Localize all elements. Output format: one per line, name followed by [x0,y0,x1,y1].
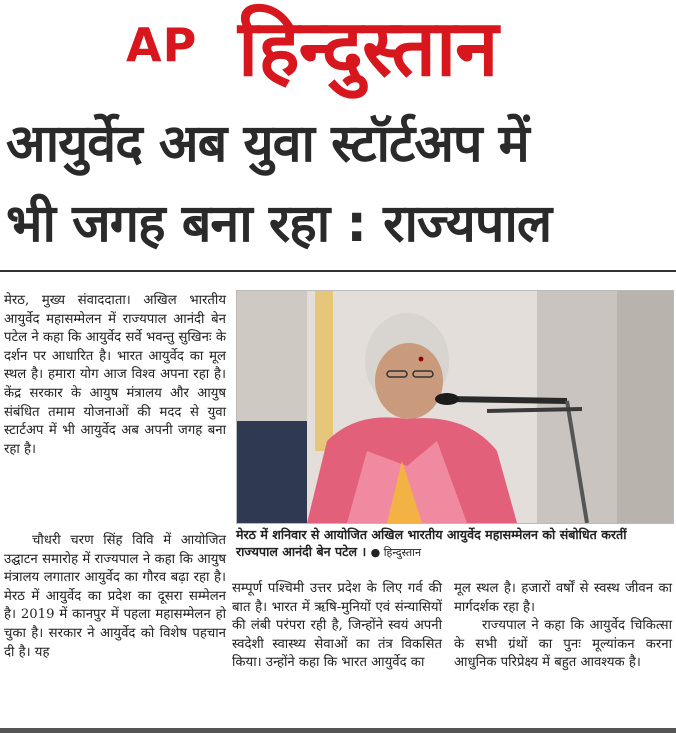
headline-line-2: भी जगह बना रहा : राज्यपाल [6,194,552,254]
headline [6,104,670,264]
divider [0,270,676,272]
article-column-1-continued [4,532,226,662]
article-column-3 [454,580,672,673]
article-paragraph: चौधरी चरण सिंह विवि में आयोजित उद्घाटन समारोह में राज्यपाल ने कहा कि आयुष मंत्रालय लगातार आयुर्वेद का गौरव बढ़ा रहा है। मेरठ में आयुर्वेद का प्रदेश का दूसरा सम्मेलन है। 2019 में कानपुर में पहला महासम्मेलन हो चुका है। सरकार ने आयुर्वेद को विशेष पहचान दी है। यह [4,533,226,660]
caption-text: मेरठ में शनिवार से आयोजित अखिल भारतीय आयुर्वेद महासम्मेलन को संबोधित करतीं राज्यपाल आनंदी बेन पटेल । [236,527,627,559]
masthead [0,0,676,98]
article-paragraph: मूल स्थल है। हजारों वर्षों से स्वस्थ जीवन का मार्गदर्शक रहा है। [454,581,672,615]
article-paragraph: राज्यपाल ने कहा कि आयुर्वेद चिकित्सा के सभी ग्रंथों का पुनः मूल्यांकन करना आधुनिक परिप्रेक्ष्य में बहुत आवश्यक है। [454,618,672,671]
photo-caption [236,526,672,561]
photo-credit: ● हिन्दुस्तान [370,546,422,559]
article-column-2 [232,580,442,673]
headline-line-1: आयुर्वेद अब युवा स्टॉर्टअप में [6,114,529,174]
article-paragraph: सम्पूर्ण पश्चिमी उत्तर प्रदेश के लिए गर्व की बात है। भारत में ऋषि-मुनियों एवं संन्यासियों की लंबी परंपरा रही है, जिन्होंने स्वयं अपनी स्वदेशी स्वास्थ्य सेवाओं का तंत्र विकसित किया। उन्होंने कहा कि भारत आयुर्वेद का [232,581,442,671]
article-paragraph: मेरठ, मुख्य संवाददाता। अखिल भारतीय आयुर्वेद महासम्मेलन में राज्यपाल आनंदी बेन पटेल ने कहा कि आयुर्वेद सर्वे भवन्तु सुखिनः के दर्शन पर आधारित है। भारत आयुर्वेद का मूल स्थल है। हमारा योग आज विश्व अपना रहा है। केंद्र सरकार के आयुष मंत्रालय और आयुष संबंधित तमाम योजनाओं की मदद से युवा स्टार्टअप में भी आयुर्वेद अब अपनी जगह बना रहा है। [4,293,226,457]
page-bottom-border [0,728,676,733]
newspaper-logo: हिन्दुस्तान [238,4,498,94]
governor-speaking-photo [237,291,673,523]
article-column-1 [4,292,226,459]
news-photo [236,290,674,524]
edition-label: AP [126,18,198,72]
